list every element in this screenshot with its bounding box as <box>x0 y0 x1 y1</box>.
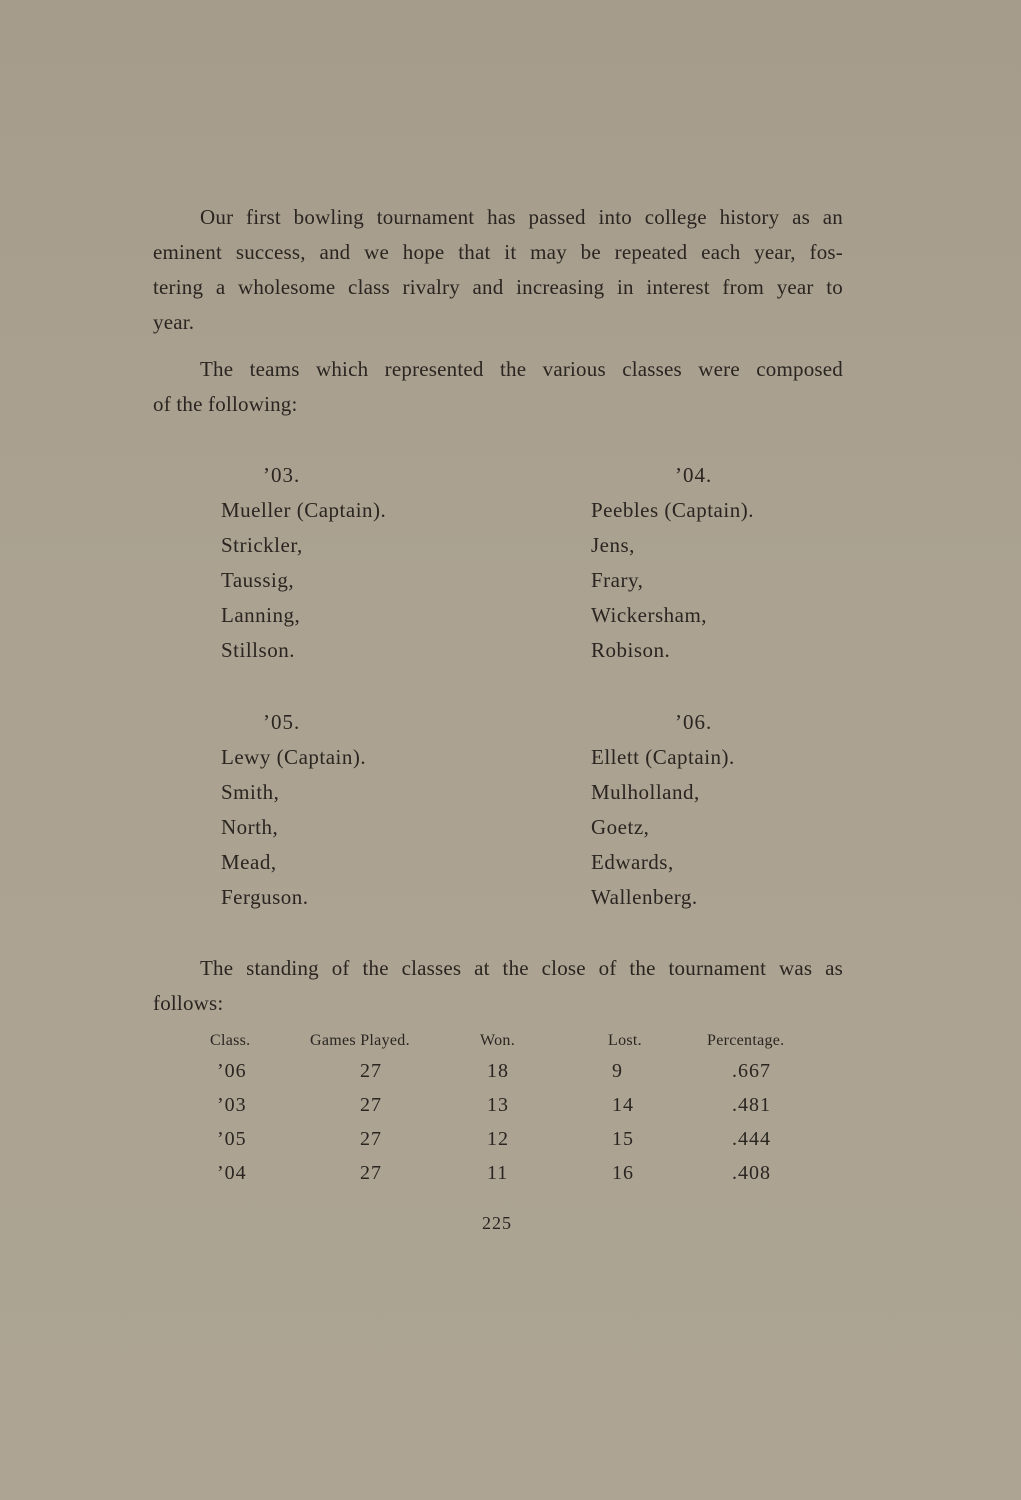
table-header-row <box>205 1032 815 1058</box>
team-member: Wallenberg. <box>591 885 698 909</box>
text-line: The standing of the classes at the close of the tournament was as <box>200 956 843 980</box>
team-roster-03 <box>221 458 386 668</box>
header-won: Won. <box>480 1032 516 1049</box>
cell-games-played: 27 <box>360 1128 382 1150</box>
cell-won: 13 <box>487 1094 509 1116</box>
table-row <box>205 1126 815 1160</box>
team-member: Lewy (Captain). <box>221 745 367 769</box>
team-member: Robison. <box>591 638 671 662</box>
team-member: Mulholland, <box>591 780 700 804</box>
team-member: Peebles (Captain). <box>591 498 754 522</box>
text-line: The teams which represented the various classes were composed <box>200 357 843 381</box>
text-line: tering a wholesome class rivalry and increasing in interest from year to <box>153 275 843 299</box>
cell-percentage: .408 <box>732 1162 771 1184</box>
intro-paragraph <box>153 200 843 340</box>
cell-lost: 15 <box>612 1128 634 1150</box>
text-line: eminent success, and we hope that it may be repeated each year, fos- <box>153 240 843 264</box>
text-line: follows: <box>153 991 224 1015</box>
cell-games-played: 27 <box>360 1162 382 1184</box>
team-class-label: ’04. <box>675 463 713 487</box>
team-roster-04 <box>591 458 754 668</box>
team-roster-05 <box>221 705 366 915</box>
cell-won: 12 <box>487 1128 509 1150</box>
cell-class: ’06 <box>217 1060 247 1082</box>
team-class-label: ’03. <box>263 463 301 487</box>
team-member: Frary, <box>591 568 644 592</box>
cell-lost: 14 <box>612 1094 634 1116</box>
table-row <box>205 1058 815 1092</box>
cell-won: 11 <box>487 1162 509 1184</box>
teams-intro-paragraph <box>153 352 843 422</box>
team-member: Mead, <box>221 850 277 874</box>
team-member: Stillson. <box>221 638 295 662</box>
team-member: Smith, <box>221 780 280 804</box>
cell-class: ’03 <box>217 1094 247 1116</box>
header-percentage: Percentage. <box>707 1032 785 1049</box>
team-member: Strickler, <box>221 533 303 557</box>
team-member: Taussig, <box>221 568 295 592</box>
team-member: North, <box>221 815 279 839</box>
cell-percentage: .481 <box>732 1094 771 1116</box>
page-number: 225 <box>482 1213 512 1233</box>
cell-class: ’04 <box>217 1162 247 1184</box>
header-lost: Lost. <box>608 1032 642 1049</box>
cell-games-played: 27 <box>360 1094 382 1116</box>
team-member: Ellett (Captain). <box>591 745 735 769</box>
header-class: Class. <box>210 1032 251 1049</box>
standings-table <box>205 1032 815 1194</box>
team-member: Jens, <box>591 533 635 557</box>
team-member: Ferguson. <box>221 885 309 909</box>
team-roster-06 <box>591 705 735 915</box>
table-row <box>205 1160 815 1194</box>
cell-class: ’05 <box>217 1128 247 1150</box>
header-games-played: Games Played. <box>310 1032 410 1049</box>
cell-lost: 9 <box>612 1060 623 1082</box>
team-member: Goetz, <box>591 815 650 839</box>
team-member: Mueller (Captain). <box>221 498 387 522</box>
text-line: Our first bowling tournament has passed into college history as an <box>200 205 843 229</box>
cell-percentage: .667 <box>732 1060 771 1082</box>
team-member: Wickersham, <box>591 603 708 627</box>
table-row <box>205 1092 815 1126</box>
team-member: Lanning, <box>221 603 301 627</box>
text-line: of the following: <box>153 392 298 416</box>
team-member: Edwards, <box>591 850 674 874</box>
cell-games-played: 27 <box>360 1060 382 1082</box>
text-line: year. <box>153 310 195 334</box>
cell-lost: 16 <box>612 1162 634 1184</box>
cell-won: 18 <box>487 1060 509 1082</box>
cell-percentage: .444 <box>732 1128 771 1150</box>
team-class-label: ’05. <box>263 710 301 734</box>
standings-intro-paragraph <box>153 951 843 1021</box>
team-class-label: ’06. <box>675 710 713 734</box>
